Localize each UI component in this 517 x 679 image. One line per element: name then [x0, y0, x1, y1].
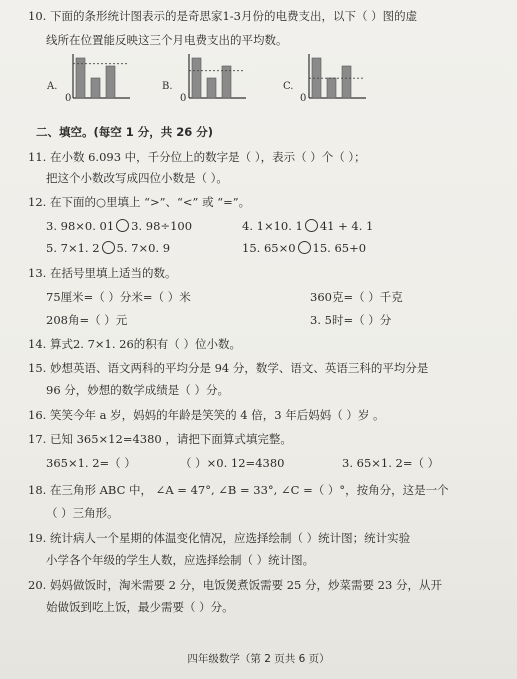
expr: 5. 7×0. 9	[116, 241, 171, 255]
expr: 15. 65×0	[242, 241, 296, 255]
q11-line2: 把这个小数改写成四位小数是（ ）。	[46, 171, 228, 185]
option-b-label: B.	[162, 81, 173, 92]
q18-line2: （ ）三角形。	[46, 506, 119, 520]
q13-row2b: 3. 5时=（ ）分	[310, 313, 392, 327]
q10-line2: 线所在位置能反映这三个月电费支出的平均数。	[46, 33, 288, 47]
q12-row1a	[46, 219, 192, 233]
q13-row1b: 360克=（ ）千克	[310, 290, 403, 304]
q13-line1: 13. 在括号里填上适当的数。	[28, 266, 177, 280]
option-c-zero: 0	[300, 93, 307, 104]
q13-row2a: 208角=（ ）元	[46, 313, 128, 327]
compare-circle[interactable]	[116, 219, 129, 232]
compare-circle[interactable]	[102, 241, 115, 254]
expr: 3. 98×0. 01	[46, 219, 115, 233]
expr: 4. 1×10. 1	[242, 219, 303, 233]
bar	[207, 78, 216, 98]
q12-row2a	[46, 241, 170, 255]
expr: 41 + 4. 1	[319, 219, 374, 233]
q19-line2: 小学各个年级的学生人数，应选择绘制（ ）统计图。	[46, 553, 315, 567]
q11-line1: 11. 在小数 6.093 中，千分位上的数字是（ ），表示（ ）个（ ）；	[28, 150, 366, 164]
option-a-label: A.	[47, 81, 58, 92]
section-title: 二、填空。(每空 1 分，共 26 分)	[36, 125, 214, 139]
q20-line1: 20. 妈妈做饭时，淘米需要 2 分，电饭煲煮饭需要 25 分，炒菜需要 23 分，从开	[28, 578, 442, 592]
q19-line1: 19. 统计病人一个星期的体温变化情况，应选择绘制（ ）统计图；统计实验	[28, 531, 411, 545]
bar	[342, 66, 351, 98]
expr: 15. 65+0	[312, 241, 367, 255]
q14-line1: 14. 算式2. 7×1. 26的积有（ ）位小数。	[28, 337, 241, 351]
q17-row1a: 365×1. 2=（ ）	[46, 456, 136, 470]
q12-line1: 12. 在下面的○里填上 “>”、“<” 或 “=”。	[28, 195, 251, 209]
chart-option-c	[306, 52, 368, 102]
q13-row1a: 75厘米=（ ）分米=（ ）米	[46, 290, 191, 304]
q17-line1: 17. 已知 365×12=4380 ，请把下面算式填完整。	[28, 432, 292, 446]
compare-circle[interactable]	[298, 241, 311, 254]
chart-option-b	[186, 52, 248, 102]
option-c-label: C.	[283, 81, 294, 92]
q20-line2: 始做饭到吃上饭，最少需要（ ）分。	[46, 600, 234, 614]
bar	[106, 66, 115, 98]
q12-row1b	[242, 219, 373, 233]
q18-line1: 18. 在三角形 ABC 中， ∠A = 47°, ∠B = 33°, ∠C =（ ）°，按角分，这是一个	[28, 483, 449, 497]
q10-line1: 10. 下面的条形统计图表示的是奇思家1-3月份的电费支出，以下（ ）图的虚	[28, 9, 418, 23]
chart-option-a	[70, 52, 132, 102]
q15-line2: 96 分，妙想的数学成绩是（ ）分。	[46, 383, 229, 397]
bar	[327, 78, 336, 98]
q17-row1b: （ ）×0. 12=4380	[180, 456, 285, 470]
option-b-zero: 0	[180, 93, 187, 104]
bar	[192, 58, 201, 98]
q15-line1: 15. 妙想英语、语文两科的平均分是 94 分，数学、语文、英语三科的平均分是	[28, 361, 429, 375]
compare-circle[interactable]	[305, 219, 318, 232]
option-a-zero: 0	[65, 93, 72, 104]
q12-row2b	[242, 241, 366, 255]
expr: 3. 98÷100	[131, 219, 193, 233]
expr: 5. 7×1. 2	[46, 241, 100, 255]
q16-line1: 16. 笑笑今年 a 岁，妈妈的年龄是笑笑的 4 倍，3 年后妈妈（ ）岁 。	[28, 408, 385, 422]
q17-row1c: 3. 65×1. 2=（ ）	[342, 456, 440, 470]
page-footer: 四年级数学（第 2 页共 6 页）	[187, 653, 330, 665]
bar	[91, 78, 100, 98]
